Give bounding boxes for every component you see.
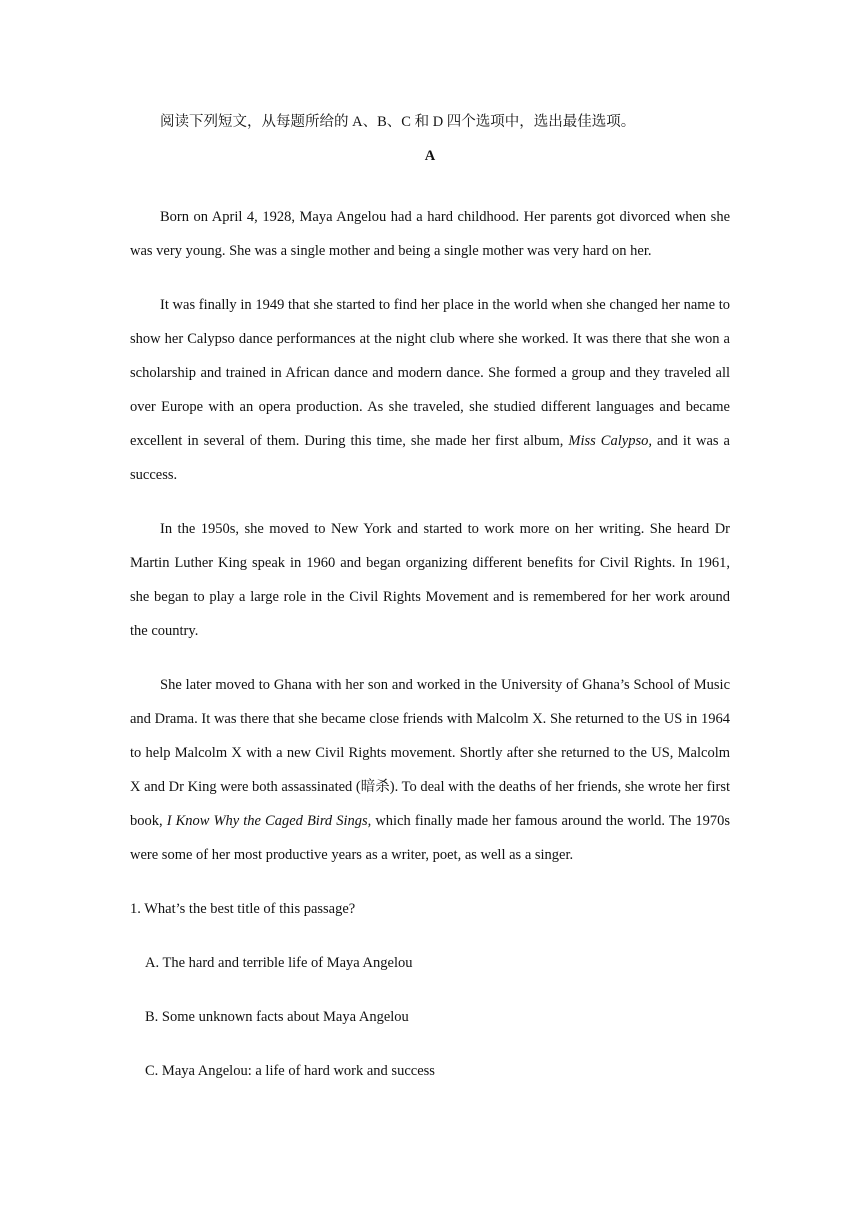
option-c[interactable]: C. Maya Angelou: a life of hard work and success xyxy=(145,1063,435,1079)
option-b[interactable]: B. Some unknown facts about Maya Angelou xyxy=(145,1009,409,1025)
paragraph-2 xyxy=(130,288,730,492)
paragraph-4 xyxy=(130,668,730,872)
instruction-text: 阅读下列短文，从每题所给的 A、B、C 和 D 四个选项中，选出最佳选项。 xyxy=(160,114,636,130)
paragraph-2-text: It was finally in 1949 that she started to find her place in the world when she changed her name to show her Calypso dance performances at the night club where she worked. It was there that she won a scholarship and trained in African dance and modern dance. She formed a group and they traveled all over Europe with an opera production. As she traveled, she studied different languages and became excellent in several of them. During this time, she made her first album, xyxy=(130,297,730,449)
paragraph-3: In the 1950s, she moved to New York and started to work more on her writing. She heard Dr Martin Luther King speak in 1960 and began organizing different benefits for Civil Rights. In 1961, she began to play a large role in the Civil Rights Movement and is remembered for her work around the country. xyxy=(130,521,730,639)
album-title: Miss Calypso, xyxy=(568,433,652,449)
section-label: A xyxy=(424,148,436,164)
paragraph-4-tail: which finally made her famous around the world. The 1970s were some of her most productive years as a writer, poet, as well as a singer. xyxy=(130,813,731,863)
option-a[interactable]: A. The hard and terrible life of Maya Angelou xyxy=(145,955,413,971)
paragraph-4-text: She later moved to Ghana with her son and worked in the University of Ghana’s School of Music and Drama. It was there that she became close friends with Malcolm X. She returned to the US in 1964 to help Malcolm X with a new Civil Rights movement. Shortly after she returned to the US, Malcolm X and Dr King were both assassinated (暗杀). To deal with the deaths of her friends, she wrote her first book, xyxy=(130,677,730,829)
question-stem: 1. What’s the best title of this passage? xyxy=(130,901,356,917)
book-title: I Know Why the Caged Bird Sings, xyxy=(166,813,372,829)
paragraph-1: Born on April 4, 1928, Maya Angelou had a hard childhood. Her parents got divorced when she was very young. She was a single mother and being a single mother was very hard on her. xyxy=(130,209,730,259)
document-content xyxy=(130,108,730,1088)
paragraph-2-tail: and it was a success. xyxy=(130,433,730,483)
